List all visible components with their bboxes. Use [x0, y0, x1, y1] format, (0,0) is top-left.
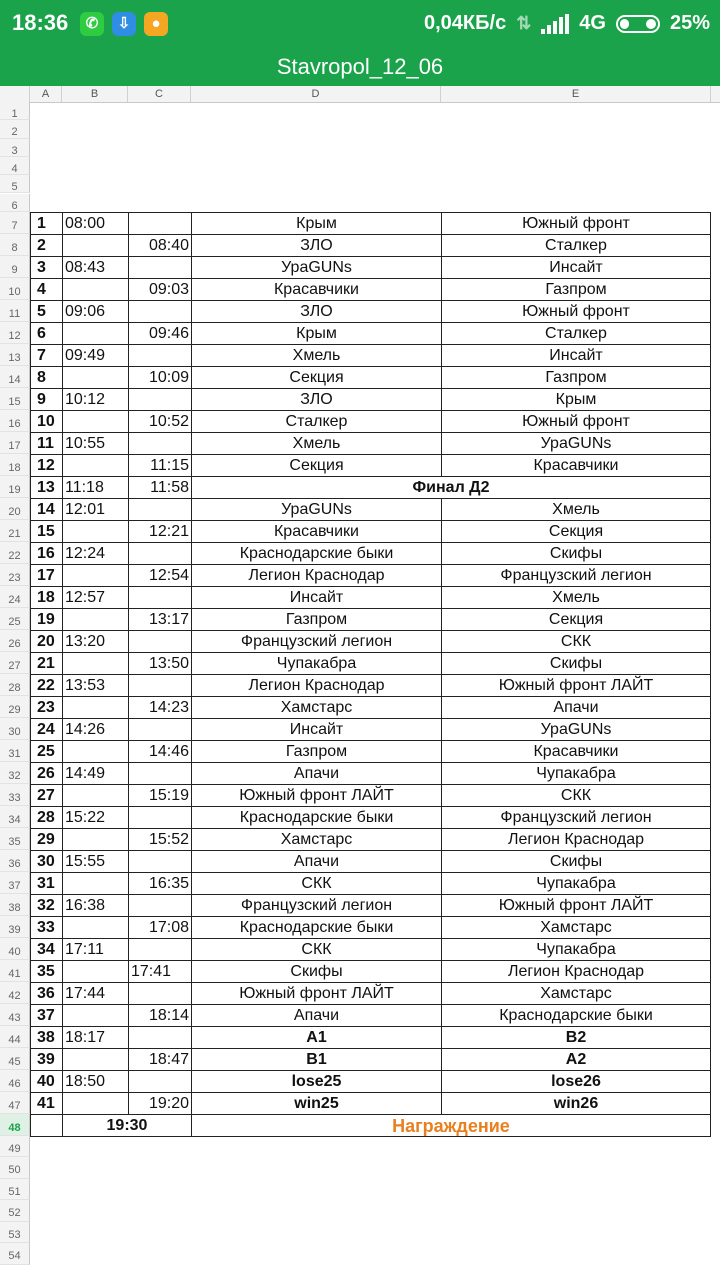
- row-header[interactable]: 38: [0, 894, 30, 916]
- team-away-cell[interactable]: УраGUNs: [441, 432, 711, 454]
- row-header[interactable]: 22: [0, 542, 30, 564]
- time-start-cell[interactable]: 13:53: [62, 674, 128, 696]
- match-number-cell[interactable]: 24: [30, 718, 62, 740]
- time-end-cell[interactable]: [128, 630, 191, 652]
- time-start-cell[interactable]: [62, 322, 128, 344]
- select-all-corner[interactable]: [0, 86, 30, 102]
- match-number-cell[interactable]: 40: [30, 1070, 62, 1092]
- team-away-cell[interactable]: Французский легион: [441, 806, 711, 828]
- team-home-cell[interactable]: B1: [191, 1048, 441, 1070]
- team-home-cell[interactable]: lose25: [191, 1070, 441, 1092]
- team-away-cell[interactable]: Инсайт: [441, 344, 711, 366]
- match-number-cell[interactable]: 39: [30, 1048, 62, 1070]
- time-start-cell[interactable]: 17:11: [62, 938, 128, 960]
- status-bar: [0, 0, 720, 48]
- column-header-bar: [0, 86, 720, 103]
- row-header[interactable]: 51: [0, 1179, 30, 1201]
- time-end-cell[interactable]: 13:17: [128, 608, 191, 630]
- team-away-cell[interactable]: СКК: [441, 630, 711, 652]
- time-start-cell[interactable]: 10:55: [62, 432, 128, 454]
- row-header[interactable]: 43: [0, 1004, 30, 1026]
- match-number-cell[interactable]: 32: [30, 894, 62, 916]
- time-start-cell[interactable]: 18:17: [62, 1026, 128, 1048]
- time-end-cell[interactable]: 09:46: [128, 322, 191, 344]
- team-home-cell[interactable]: УраGUNs: [191, 256, 441, 278]
- match-number-cell[interactable]: 12: [30, 454, 62, 476]
- row-header[interactable]: 25: [0, 608, 30, 630]
- time-start-cell[interactable]: 11:18: [62, 476, 128, 498]
- team-home-cell[interactable]: Хмель: [191, 344, 441, 366]
- time-end-cell[interactable]: 13:50: [128, 652, 191, 674]
- team-home-cell[interactable]: A1: [191, 1026, 441, 1048]
- match-number-cell[interactable]: 18: [30, 586, 62, 608]
- time-end-cell[interactable]: 15:19: [128, 784, 191, 806]
- time-start-cell[interactable]: 17:44: [62, 982, 128, 1004]
- time-end-cell[interactable]: [128, 586, 191, 608]
- time-start-cell[interactable]: [62, 1004, 128, 1026]
- time-end-cell[interactable]: [128, 300, 191, 322]
- time-end-cell[interactable]: 14:46: [128, 740, 191, 762]
- match-number-cell[interactable]: 35: [30, 960, 62, 982]
- match-number-cell[interactable]: 29: [30, 828, 62, 850]
- time-start-cell[interactable]: 15:55: [62, 850, 128, 872]
- time-end-cell[interactable]: 10:09: [128, 366, 191, 388]
- team-home-cell[interactable]: Легион Краснодар: [191, 674, 441, 696]
- time-end-cell[interactable]: [128, 894, 191, 916]
- team-away-cell[interactable]: Сталкер: [441, 322, 711, 344]
- team-home-cell[interactable]: Французский легион: [191, 630, 441, 652]
- match-number-cell[interactable]: 5: [30, 300, 62, 322]
- row-header[interactable]: 44: [0, 1026, 30, 1048]
- team-away-cell[interactable]: Французский легион: [441, 564, 711, 586]
- team-away-cell[interactable]: win26: [441, 1092, 711, 1114]
- time-end-cell[interactable]: 11:15: [128, 454, 191, 476]
- row-header[interactable]: 21: [0, 520, 30, 542]
- chat-app-icon: ●: [144, 12, 168, 36]
- row-header[interactable]: 2: [0, 120, 30, 138]
- team-home-cell[interactable]: ЗЛО: [191, 388, 441, 410]
- team-home-cell[interactable]: win25: [191, 1092, 441, 1114]
- match-number-cell[interactable]: 26: [30, 762, 62, 784]
- row-header[interactable]: 48: [0, 1114, 30, 1136]
- match-number-cell[interactable]: 41: [30, 1092, 62, 1114]
- team-home-cell[interactable]: Южный фронт ЛАЙТ: [191, 982, 441, 1004]
- row-header[interactable]: 32: [0, 762, 30, 784]
- match-number-cell[interactable]: 2: [30, 234, 62, 256]
- time-end-cell[interactable]: [128, 674, 191, 696]
- team-home-cell[interactable]: Красавчики: [191, 278, 441, 300]
- time-end-cell[interactable]: 09:03: [128, 278, 191, 300]
- column-header-b[interactable]: B: [62, 86, 128, 102]
- time-end-cell[interactable]: [128, 982, 191, 1004]
- match-number-cell[interactable]: 15: [30, 520, 62, 542]
- team-away-cell[interactable]: Скифы: [441, 652, 711, 674]
- whatsapp-icon: ✆: [80, 12, 104, 36]
- time-end-cell[interactable]: 18:14: [128, 1004, 191, 1026]
- row-header[interactable]: 40: [0, 938, 30, 960]
- download-icon: ⇩: [112, 12, 136, 36]
- team-home-cell[interactable]: ЗЛО: [191, 234, 441, 256]
- time-end-cell[interactable]: [128, 1070, 191, 1092]
- team-home-cell[interactable]: Хамстарс: [191, 696, 441, 718]
- row-header[interactable]: 13: [0, 344, 30, 366]
- team-home-cell[interactable]: Апачи: [191, 1004, 441, 1026]
- team-home-cell[interactable]: Апачи: [191, 762, 441, 784]
- time-start-cell[interactable]: 18:50: [62, 1070, 128, 1092]
- time-start-cell[interactable]: 08:00: [62, 212, 128, 234]
- time-end-cell[interactable]: 18:47: [128, 1048, 191, 1070]
- team-home-cell[interactable]: Секция: [191, 366, 441, 388]
- time-end-cell[interactable]: 19:20: [128, 1092, 191, 1114]
- row-header[interactable]: 12: [0, 322, 30, 344]
- time-end-cell[interactable]: 15:52: [128, 828, 191, 850]
- column-header-d[interactable]: D: [191, 86, 441, 102]
- row-header[interactable]: 42: [0, 982, 30, 1004]
- team-away-cell[interactable]: Чупакабра: [441, 762, 711, 784]
- time-start-cell[interactable]: 14:26: [62, 718, 128, 740]
- team-away-cell[interactable]: Скифы: [441, 850, 711, 872]
- signal-icon: [541, 14, 569, 34]
- time-end-cell[interactable]: [128, 850, 191, 872]
- team-home-cell[interactable]: Краснодарские быки: [191, 542, 441, 564]
- time-end-cell[interactable]: 11:58: [128, 476, 191, 498]
- merged-title-cell[interactable]: Финал Д2: [191, 476, 711, 498]
- row-header[interactable]: 35: [0, 828, 30, 850]
- time-start-cell[interactable]: [62, 652, 128, 674]
- team-home-cell[interactable]: Хмель: [191, 432, 441, 454]
- team-away-cell[interactable]: Чупакабра: [441, 872, 711, 894]
- time-end-cell[interactable]: 16:35: [128, 872, 191, 894]
- row-header[interactable]: 10: [0, 278, 30, 300]
- network-type: 4G: [579, 12, 606, 34]
- time-end-cell[interactable]: [128, 1026, 191, 1048]
- time-start-cell[interactable]: [62, 608, 128, 630]
- time-start-cell[interactable]: 12:01: [62, 498, 128, 520]
- team-away-cell[interactable]: Южный фронт: [441, 300, 711, 322]
- row-header[interactable]: 53: [0, 1222, 30, 1244]
- time-end-cell[interactable]: [128, 388, 191, 410]
- time-end-cell[interactable]: [128, 718, 191, 740]
- row-header[interactable]: 5: [0, 175, 30, 193]
- match-number-cell[interactable]: 37: [30, 1004, 62, 1026]
- match-number-cell[interactable]: 36: [30, 982, 62, 1004]
- team-home-cell[interactable]: Инсайт: [191, 586, 441, 608]
- network-speed: 0,04КБ/с: [424, 12, 507, 34]
- time-end-cell[interactable]: [128, 542, 191, 564]
- team-away-cell[interactable]: Краснодарские быки: [441, 1004, 711, 1026]
- row-header[interactable]: 17: [0, 432, 30, 454]
- time-end-cell[interactable]: 14:23: [128, 696, 191, 718]
- row-header[interactable]: 45: [0, 1048, 30, 1070]
- time-start-cell[interactable]: [62, 410, 128, 432]
- match-number-cell[interactable]: 33: [30, 916, 62, 938]
- match-number-cell[interactable]: 17: [30, 564, 62, 586]
- data-arrows-icon: ⇅: [516, 13, 532, 33]
- team-home-cell[interactable]: Краснодарские быки: [191, 916, 441, 938]
- match-number-cell[interactable]: 14: [30, 498, 62, 520]
- team-away-cell[interactable]: Южный фронт: [441, 212, 711, 234]
- team-away-cell[interactable]: Апачи: [441, 696, 711, 718]
- time-end-cell[interactable]: 12:54: [128, 564, 191, 586]
- team-home-cell[interactable]: Газпром: [191, 608, 441, 630]
- time-start-cell[interactable]: [62, 828, 128, 850]
- row-header[interactable]: 14: [0, 366, 30, 388]
- time-start-cell[interactable]: 15:22: [62, 806, 128, 828]
- row-header[interactable]: 34: [0, 806, 30, 828]
- row-header[interactable]: 15: [0, 388, 30, 410]
- row-header[interactable]: 11: [0, 300, 30, 322]
- row-header[interactable]: 18: [0, 454, 30, 476]
- award-time-cell[interactable]: 19:30: [62, 1114, 191, 1136]
- row-header[interactable]: 33: [0, 784, 30, 806]
- team-home-cell[interactable]: Крым: [191, 212, 441, 234]
- team-home-cell[interactable]: Сталкер: [191, 410, 441, 432]
- time-start-cell[interactable]: [62, 960, 128, 982]
- match-number-cell[interactable]: 31: [30, 872, 62, 894]
- row-header[interactable]: 4: [0, 157, 30, 175]
- row-header[interactable]: 46: [0, 1070, 30, 1092]
- team-away-cell[interactable]: Хамстарс: [441, 982, 711, 1004]
- team-away-cell[interactable]: Крым: [441, 388, 711, 410]
- row-header[interactable]: 49: [0, 1136, 30, 1158]
- team-away-cell[interactable]: Сталкер: [441, 234, 711, 256]
- match-number-cell[interactable]: 11: [30, 432, 62, 454]
- time-start-cell[interactable]: [62, 1092, 128, 1114]
- match-number-cell[interactable]: 28: [30, 806, 62, 828]
- row-header[interactable]: 9: [0, 256, 30, 278]
- team-away-cell[interactable]: Южный фронт: [441, 410, 711, 432]
- team-home-cell[interactable]: Краснодарские быки: [191, 806, 441, 828]
- time-start-cell[interactable]: 09:49: [62, 344, 128, 366]
- time-end-cell[interactable]: 17:41: [128, 960, 191, 982]
- team-home-cell[interactable]: Красавчики: [191, 520, 441, 542]
- time-start-cell[interactable]: 08:43: [62, 256, 128, 278]
- column-header-a[interactable]: A: [30, 86, 62, 102]
- time-end-cell[interactable]: [128, 806, 191, 828]
- row-header[interactable]: 6: [0, 194, 30, 212]
- time-end-cell[interactable]: 08:40: [128, 234, 191, 256]
- row-header[interactable]: 30: [0, 718, 30, 740]
- match-number-cell[interactable]: 25: [30, 740, 62, 762]
- team-away-cell[interactable]: B2: [441, 1026, 711, 1048]
- time-start-cell[interactable]: 09:06: [62, 300, 128, 322]
- time-start-cell[interactable]: [62, 740, 128, 762]
- time-end-cell[interactable]: [128, 432, 191, 454]
- row-header[interactable]: 47: [0, 1092, 30, 1114]
- team-away-cell[interactable]: Красавчики: [441, 454, 711, 476]
- time-start-cell[interactable]: [62, 916, 128, 938]
- match-number-cell[interactable]: 16: [30, 542, 62, 564]
- row-header[interactable]: 41: [0, 960, 30, 982]
- match-number-cell[interactable]: 21: [30, 652, 62, 674]
- team-away-cell[interactable]: Хмель: [441, 586, 711, 608]
- team-home-cell[interactable]: Южный фронт ЛАЙТ: [191, 784, 441, 806]
- team-away-cell[interactable]: Чупакабра: [441, 938, 711, 960]
- match-number-cell[interactable]: 30: [30, 850, 62, 872]
- time-start-cell[interactable]: [62, 872, 128, 894]
- team-home-cell[interactable]: СКК: [191, 938, 441, 960]
- row-header[interactable]: 3: [0, 139, 30, 157]
- row-header[interactable]: 37: [0, 872, 30, 894]
- team-home-cell[interactable]: Хамстарс: [191, 828, 441, 850]
- team-away-cell[interactable]: СКК: [441, 784, 711, 806]
- row-header[interactable]: 52: [0, 1200, 30, 1222]
- team-away-cell[interactable]: Газпром: [441, 278, 711, 300]
- time-start-cell[interactable]: [62, 784, 128, 806]
- time-start-cell[interactable]: 12:24: [62, 542, 128, 564]
- team-home-cell[interactable]: Чупакабра: [191, 652, 441, 674]
- match-number-cell[interactable]: 9: [30, 388, 62, 410]
- column-header-e[interactable]: E: [441, 86, 711, 102]
- team-home-cell[interactable]: Секция: [191, 454, 441, 476]
- team-home-cell[interactable]: ЗЛО: [191, 300, 441, 322]
- row-header[interactable]: 20: [0, 498, 30, 520]
- table-bottom-border: [30, 1136, 711, 1137]
- team-away-cell[interactable]: Секция: [441, 520, 711, 542]
- row-header[interactable]: 7: [0, 212, 30, 234]
- time-end-cell[interactable]: [128, 212, 191, 234]
- team-away-cell[interactable]: Хамстарс: [441, 916, 711, 938]
- team-home-cell[interactable]: СКК: [191, 872, 441, 894]
- team-away-cell[interactable]: Секция: [441, 608, 711, 630]
- time-start-cell[interactable]: 12:57: [62, 586, 128, 608]
- match-number-cell[interactable]: 1: [30, 212, 62, 234]
- match-number-cell[interactable]: 20: [30, 630, 62, 652]
- team-home-cell[interactable]: Французский легион: [191, 894, 441, 916]
- team-home-cell[interactable]: Крым: [191, 322, 441, 344]
- match-number-cell[interactable]: 22: [30, 674, 62, 696]
- time-end-cell[interactable]: [128, 344, 191, 366]
- row-header[interactable]: 23: [0, 564, 30, 586]
- team-home-cell[interactable]: Газпром: [191, 740, 441, 762]
- match-number-cell[interactable]: 38: [30, 1026, 62, 1048]
- match-number-cell[interactable]: 27: [30, 784, 62, 806]
- match-number-cell[interactable]: 8: [30, 366, 62, 388]
- status-time: 18:36: [12, 10, 69, 35]
- battery-icon: [616, 15, 660, 33]
- team-away-cell[interactable]: УраGUNs: [441, 718, 711, 740]
- time-end-cell[interactable]: [128, 498, 191, 520]
- match-number-cell[interactable]: 6: [30, 322, 62, 344]
- team-away-cell[interactable]: Инсайт: [441, 256, 711, 278]
- row-header[interactable]: 16: [0, 410, 30, 432]
- team-home-cell[interactable]: УраGUNs: [191, 498, 441, 520]
- team-away-cell[interactable]: Красавчики: [441, 740, 711, 762]
- time-start-cell[interactable]: [62, 696, 128, 718]
- row-header[interactable]: 28: [0, 674, 30, 696]
- team-away-cell[interactable]: Южный фронт ЛАЙТ: [441, 894, 711, 916]
- team-home-cell[interactable]: Скифы: [191, 960, 441, 982]
- award-label-cell[interactable]: Награждение: [191, 1114, 711, 1136]
- time-start-cell[interactable]: 14:49: [62, 762, 128, 784]
- time-start-cell[interactable]: [62, 234, 128, 256]
- match-number-cell[interactable]: 7: [30, 344, 62, 366]
- row-header[interactable]: 36: [0, 850, 30, 872]
- team-home-cell[interactable]: Легион Краснодар: [191, 564, 441, 586]
- team-away-cell[interactable]: lose26: [441, 1070, 711, 1092]
- time-start-cell[interactable]: [62, 366, 128, 388]
- time-end-cell[interactable]: [128, 762, 191, 784]
- time-start-cell[interactable]: [62, 564, 128, 586]
- team-away-cell[interactable]: Легион Краснодар: [441, 828, 711, 850]
- team-home-cell[interactable]: Инсайт: [191, 718, 441, 740]
- column-header-c[interactable]: C: [128, 86, 191, 102]
- time-start-cell[interactable]: [62, 1048, 128, 1070]
- time-end-cell[interactable]: 10:52: [128, 410, 191, 432]
- row-header[interactable]: 29: [0, 696, 30, 718]
- team-away-cell[interactable]: Газпром: [441, 366, 711, 388]
- document-title: Stavropol_12_06: [0, 48, 720, 86]
- row-header[interactable]: 39: [0, 916, 30, 938]
- time-start-cell[interactable]: 16:38: [62, 894, 128, 916]
- time-start-cell[interactable]: [62, 278, 128, 300]
- row-header[interactable]: 8: [0, 234, 30, 256]
- row-header[interactable]: 54: [0, 1243, 30, 1265]
- row-header[interactable]: 24: [0, 586, 30, 608]
- match-number-cell[interactable]: 10: [30, 410, 62, 432]
- team-away-cell[interactable]: Скифы: [441, 542, 711, 564]
- row-header[interactable]: 27: [0, 652, 30, 674]
- team-away-cell[interactable]: A2: [441, 1048, 711, 1070]
- time-start-cell[interactable]: 10:12: [62, 388, 128, 410]
- team-away-cell[interactable]: Южный фронт ЛАЙТ: [441, 674, 711, 696]
- row-header[interactable]: 19: [0, 476, 30, 498]
- match-number-cell[interactable]: 19: [30, 608, 62, 630]
- row-header[interactable]: 50: [0, 1157, 30, 1179]
- time-end-cell[interactable]: [128, 938, 191, 960]
- row-header[interactable]: 26: [0, 630, 30, 652]
- time-end-cell[interactable]: 17:08: [128, 916, 191, 938]
- match-number-cell[interactable]: 3: [30, 256, 62, 278]
- time-end-cell[interactable]: 12:21: [128, 520, 191, 542]
- team-away-cell[interactable]: Хмель: [441, 498, 711, 520]
- row-header[interactable]: 1: [0, 102, 30, 120]
- match-number-cell[interactable]: 23: [30, 696, 62, 718]
- battery-percent: 25%: [669, 12, 710, 34]
- time-end-cell[interactable]: [128, 256, 191, 278]
- time-start-cell[interactable]: [62, 454, 128, 476]
- match-number-cell[interactable]: 4: [30, 278, 62, 300]
- match-number-cell[interactable]: 13: [30, 476, 62, 498]
- team-home-cell[interactable]: Апачи: [191, 850, 441, 872]
- award-empty-cell[interactable]: [30, 1114, 62, 1136]
- time-start-cell[interactable]: 13:20: [62, 630, 128, 652]
- match-number-cell[interactable]: 34: [30, 938, 62, 960]
- time-start-cell[interactable]: [62, 520, 128, 542]
- row-header[interactable]: 31: [0, 740, 30, 762]
- team-away-cell[interactable]: Легион Краснодар: [441, 960, 711, 982]
